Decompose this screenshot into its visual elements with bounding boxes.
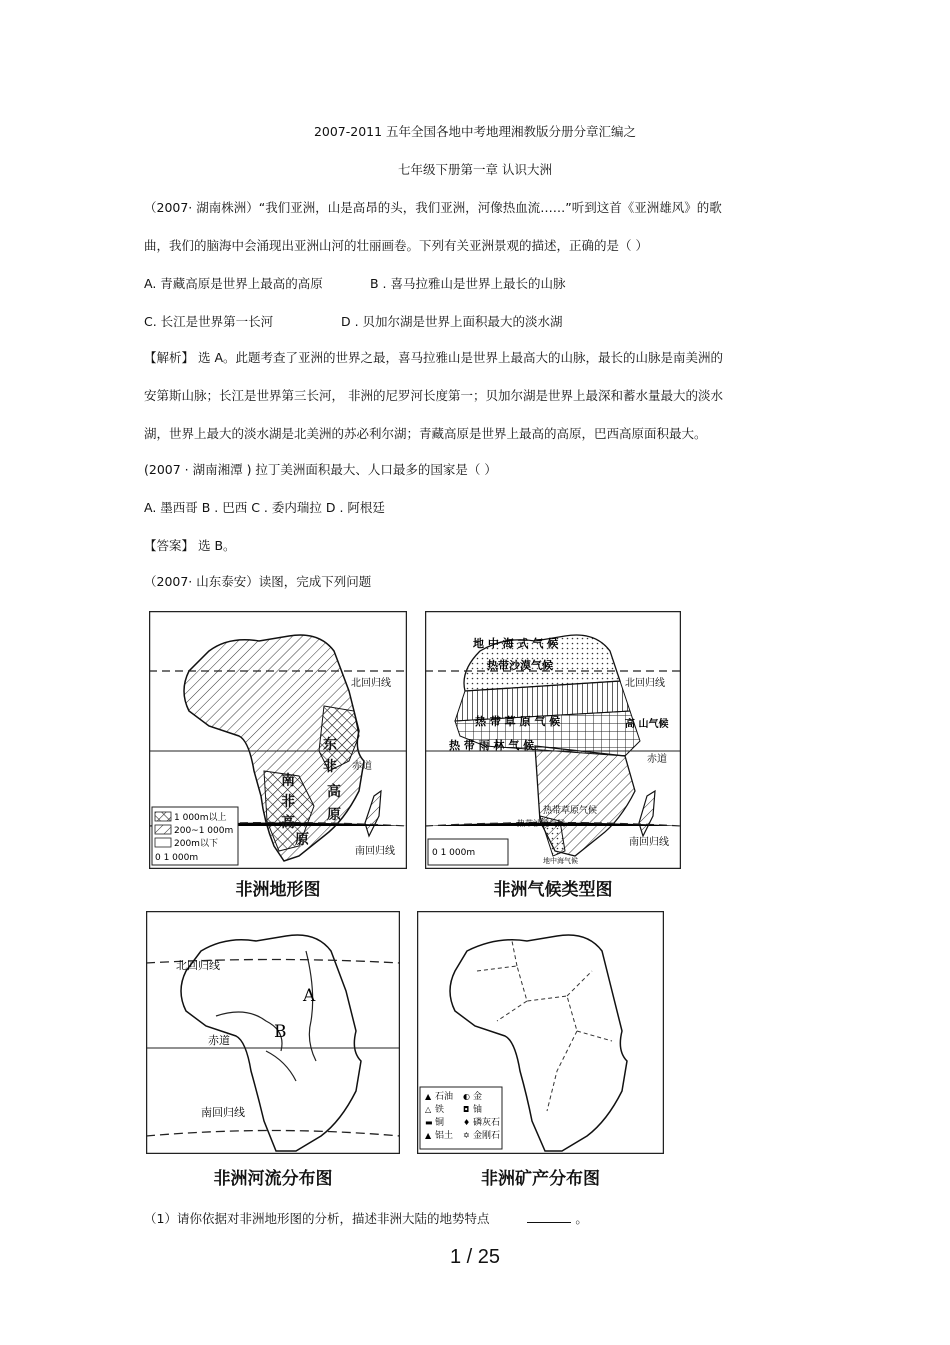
mineral-legend-gold: 金 bbox=[473, 1092, 483, 1102]
svg-text:◘: ◘ bbox=[463, 1105, 470, 1114]
climate-map-caption: 非洲气候类型图 bbox=[493, 880, 613, 900]
climate-label-desert-north: 热带沙漠气候 bbox=[487, 659, 553, 672]
q3-sub1 bbox=[144, 1211, 588, 1227]
east-plateau-char-1: 东 bbox=[323, 737, 337, 753]
climate-north-tropic: 北回归线 bbox=[625, 678, 665, 689]
q2-answer: 【答案】 选 B。 bbox=[144, 538, 236, 553]
mineral-legend-bauxite: 铝土 bbox=[435, 1131, 454, 1141]
africa-minerals-map bbox=[417, 911, 664, 1154]
climate-label-rainforest: 热 带 雨 林 气 候 bbox=[449, 739, 535, 752]
q1-analysis-3: 湖，世界上最大的淡水湖是北美洲的苏必利尔湖；青藏高原是世界上最高的高原，巴西高原面积最大。 bbox=[144, 426, 707, 441]
mineral-legend-diamond: 金刚石 bbox=[473, 1131, 501, 1141]
africa-terrain-map bbox=[149, 611, 407, 869]
q3-sub1-text: （1）请你依据对非洲地形图的分析，描述非洲大陆的地势特点 bbox=[144, 1211, 490, 1226]
terrain-legend-high: 1 000m以上 bbox=[174, 813, 227, 823]
mineral-legend-uranium: 铀 bbox=[473, 1105, 483, 1115]
q1-line-1: （2007· 湖南株洲）“我们亚洲，山是高昂的头，我们亚洲，河像热血流……”听到这首《亚洲雄风》的歌 bbox=[144, 200, 722, 215]
terrain-equator: 赤道 bbox=[352, 761, 372, 772]
terrain-south-tropic: 南回归线 bbox=[355, 846, 395, 857]
africa-climate-map bbox=[425, 611, 681, 869]
mineral-legend-iron: 铁 bbox=[435, 1105, 445, 1115]
climate-label-savanna-north: 热 带 草 原 气 候 bbox=[475, 715, 561, 728]
climate-label-mediterranean-south: 地中海气候 bbox=[543, 857, 578, 865]
rivers-south-tropic: 南回归线 bbox=[201, 1106, 245, 1119]
east-plateau-char-4: 原 bbox=[327, 807, 341, 823]
minerals-map-caption: 非洲矿产分布图 bbox=[481, 1169, 600, 1189]
rivers-equator: 赤道 bbox=[208, 1034, 230, 1047]
q3-sub1-end: 。 bbox=[575, 1211, 588, 1226]
page-number: 1 / 25 bbox=[449, 1246, 501, 1268]
terrain-legend-mid: 200~1 000m bbox=[174, 826, 234, 836]
east-plateau-char-2: 非 bbox=[323, 759, 337, 775]
doc-title: 2007-2011 五年全国各地中考地理湘教版分册分章汇编之 bbox=[313, 124, 637, 139]
svg-text:♦: ♦ bbox=[463, 1118, 471, 1127]
climate-scale: 0 1 000m bbox=[432, 848, 476, 858]
q1-analysis-2: 安第斯山脉；长江是世界第三长河， 非洲的尼罗河长度第一；贝加尔湖是世界上最深和蓄水量最大的淡水 bbox=[144, 388, 723, 403]
terrain-map-caption: 非洲地形图 bbox=[235, 880, 321, 900]
south-plateau-char-2: 非 bbox=[281, 794, 295, 810]
mineral-legend-copper: 铜 bbox=[435, 1118, 445, 1128]
climate-label-desert-south: 热带沙漠气候 bbox=[517, 819, 565, 828]
climate-label-savanna-south: 热带草原气候 bbox=[543, 806, 598, 816]
climate-label-highland: 高 山气候 bbox=[625, 719, 669, 730]
rivers-north-tropic: 北回归线 bbox=[176, 959, 220, 972]
south-plateau-char-4: 原 bbox=[295, 832, 309, 848]
q3-sub1-blank bbox=[527, 1211, 571, 1223]
climate-equator: 赤道 bbox=[647, 754, 667, 765]
q1-analysis-1: 【解析】 选 A。此题考查了亚洲的世界之最，喜马拉雅山是世界上最高大的山脉，最长的山脉是南美洲的 bbox=[144, 350, 723, 365]
climate-label-mediterranean-north: 地 中 海 式 气 候 bbox=[473, 637, 559, 650]
terrain-legend-low: 200m以下 bbox=[174, 839, 218, 849]
east-plateau-char-3: 高 bbox=[327, 784, 341, 800]
terrain-scale: 0 1 000m bbox=[155, 853, 199, 863]
climate-south-tropic: 南回归线 bbox=[629, 837, 669, 848]
doc-subtitle: 七年级下册第一章 认识大洲 bbox=[398, 162, 552, 177]
terrain-north-tropic: 北回归线 bbox=[351, 678, 391, 689]
rivers-map-caption: 非洲河流分布图 bbox=[213, 1169, 333, 1189]
mineral-legend-oil: 石油 bbox=[435, 1092, 454, 1102]
svg-text:△: △ bbox=[425, 1105, 432, 1114]
south-plateau-char-1: 南 bbox=[281, 773, 295, 789]
q1-option-a: A. 青藏高原是世界上最高的高原 bbox=[144, 276, 323, 291]
q1-option-d: D . 贝加尔湖是世界上面积最大的淡水湖 bbox=[341, 314, 563, 329]
svg-text:✡: ✡ bbox=[463, 1131, 470, 1140]
svg-text:◐: ◐ bbox=[463, 1092, 470, 1101]
svg-text:▬: ▬ bbox=[425, 1118, 433, 1127]
svg-text:▲: ▲ bbox=[425, 1131, 432, 1140]
svg-text:▲: ▲ bbox=[425, 1092, 432, 1101]
q2-line-1: (2007 · 湖南湘潭 ) 拉丁美洲面积最大、人口最多的国家是（ ） bbox=[144, 462, 497, 477]
river-label-b: B bbox=[274, 1022, 287, 1042]
mineral-legend-apatite: 磷灰石 bbox=[473, 1118, 501, 1128]
river-label-a: A bbox=[303, 986, 316, 1006]
q1-option-c: C. 长江是世界第一长河 bbox=[144, 314, 274, 329]
q3-line-1: （2007· 山东泰安）读图，完成下列问题 bbox=[144, 574, 372, 589]
q1-option-b: B . 喜马拉雅山是世界上最长的山脉 bbox=[370, 276, 566, 291]
q1-line-2: 曲，我们的脑海中会涌现出亚洲山河的壮丽画卷。下列有关亚洲景观的描述，正确的是（ ） bbox=[144, 238, 648, 253]
africa-rivers-map bbox=[146, 911, 400, 1154]
q2-options: A. 墨西哥 B . 巴西 C . 委内瑞拉 D . 阿根廷 bbox=[144, 500, 385, 515]
south-plateau-char-3: 高 bbox=[281, 815, 295, 831]
